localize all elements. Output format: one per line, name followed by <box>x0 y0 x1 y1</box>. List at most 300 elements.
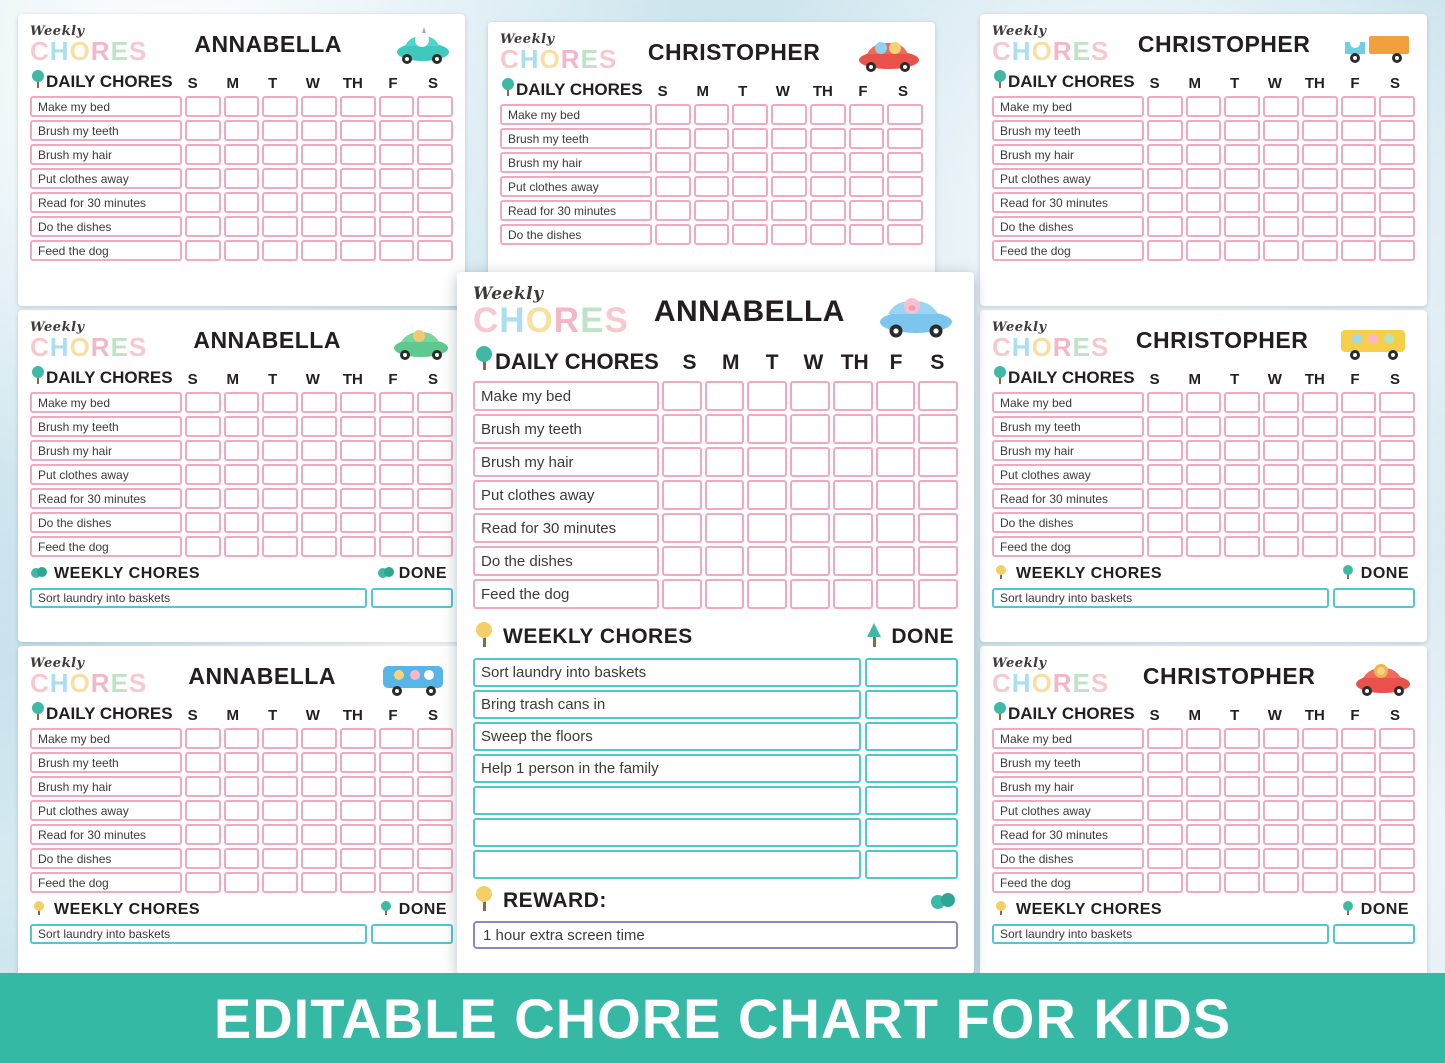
table-row[interactable] <box>30 800 453 821</box>
table-row[interactable] <box>30 752 453 773</box>
check-cell[interactable] <box>1224 464 1260 485</box>
weekly-task-label[interactable]: Bring trash cans in <box>473 690 861 719</box>
check-cell[interactable] <box>1147 120 1183 141</box>
check-cell[interactable] <box>694 104 730 125</box>
check-cell[interactable] <box>262 536 298 557</box>
task-label[interactable]: Do the dishes <box>500 224 652 245</box>
check-cell[interactable] <box>262 240 298 261</box>
check-cell[interactable] <box>262 800 298 821</box>
check-cell[interactable] <box>224 776 260 797</box>
check-cell[interactable] <box>224 440 260 461</box>
task-label[interactable]: Do the dishes <box>473 546 659 576</box>
check-cell[interactable] <box>1379 192 1415 213</box>
check-cell[interactable] <box>185 464 221 485</box>
check-cell[interactable] <box>417 536 453 557</box>
check-cell[interactable] <box>224 752 260 773</box>
check-cell[interactable] <box>262 872 298 893</box>
task-label[interactable]: Read for 30 minutes <box>30 488 182 509</box>
check-cell[interactable] <box>662 513 702 543</box>
task-label[interactable]: Brush my hair <box>30 440 182 461</box>
check-cell[interactable] <box>1224 872 1260 893</box>
table-row[interactable] <box>30 488 453 509</box>
check-cell[interactable] <box>379 464 415 485</box>
table-row[interactable] <box>500 128 923 149</box>
check-cell[interactable] <box>185 776 221 797</box>
check-cell[interactable] <box>301 416 337 437</box>
weekly-done-cell[interactable] <box>371 924 453 944</box>
task-label[interactable]: Put clothes away <box>30 800 182 821</box>
check-cell[interactable] <box>849 128 885 149</box>
check-cell[interactable] <box>705 414 745 444</box>
table-row[interactable] <box>500 200 923 221</box>
check-cell[interactable] <box>1147 800 1183 821</box>
check-cell[interactable] <box>379 752 415 773</box>
check-cell[interactable] <box>705 513 745 543</box>
check-cell[interactable] <box>417 168 453 189</box>
check-cell[interactable] <box>1302 800 1338 821</box>
check-cell[interactable] <box>655 224 691 245</box>
check-cell[interactable] <box>1224 144 1260 165</box>
weekly-task-label[interactable]: Sort laundry into baskets <box>473 658 861 687</box>
task-label[interactable]: Brush my teeth <box>473 414 659 444</box>
check-cell[interactable] <box>1186 800 1222 821</box>
table-row[interactable] <box>30 216 453 237</box>
check-cell[interactable] <box>262 144 298 165</box>
check-cell[interactable] <box>833 546 873 576</box>
check-cell[interactable] <box>1379 168 1415 189</box>
check-cell[interactable] <box>790 381 830 411</box>
check-cell[interactable] <box>887 176 923 197</box>
check-cell[interactable] <box>301 488 337 509</box>
check-cell[interactable] <box>1186 728 1222 749</box>
check-cell[interactable] <box>1263 800 1299 821</box>
check-cell[interactable] <box>262 728 298 749</box>
check-cell[interactable] <box>185 392 221 413</box>
check-cell[interactable] <box>1224 216 1260 237</box>
table-row[interactable] <box>473 447 958 477</box>
check-cell[interactable] <box>185 752 221 773</box>
check-cell[interactable] <box>301 168 337 189</box>
check-cell[interactable] <box>262 776 298 797</box>
check-cell[interactable] <box>185 440 221 461</box>
check-cell[interactable] <box>1263 536 1299 557</box>
check-cell[interactable] <box>1379 440 1415 461</box>
task-label[interactable]: Brush my teeth <box>30 752 182 773</box>
check-cell[interactable] <box>1341 96 1377 117</box>
check-cell[interactable] <box>1341 536 1377 557</box>
check-cell[interactable] <box>417 512 453 533</box>
check-cell[interactable] <box>1302 192 1338 213</box>
check-cell[interactable] <box>379 512 415 533</box>
check-cell[interactable] <box>1379 144 1415 165</box>
check-cell[interactable] <box>379 728 415 749</box>
check-cell[interactable] <box>301 120 337 141</box>
check-cell[interactable] <box>1302 96 1338 117</box>
check-cell[interactable] <box>662 381 702 411</box>
table-row[interactable] <box>30 96 453 117</box>
table-row[interactable] <box>30 512 453 533</box>
check-cell[interactable] <box>340 216 376 237</box>
check-cell[interactable] <box>918 381 958 411</box>
check-cell[interactable] <box>1263 872 1299 893</box>
check-cell[interactable] <box>918 447 958 477</box>
table-row[interactable] <box>992 240 1415 261</box>
check-cell[interactable] <box>849 152 885 173</box>
check-cell[interactable] <box>849 176 885 197</box>
weekly-task-label[interactable]: Sort laundry into baskets <box>30 588 367 608</box>
table-row[interactable] <box>992 776 1415 797</box>
weekly-row[interactable] <box>473 786 958 815</box>
table-row[interactable] <box>30 464 453 485</box>
check-cell[interactable] <box>810 128 846 149</box>
table-row[interactable] <box>992 488 1415 509</box>
task-label[interactable]: Read for 30 minutes <box>992 824 1144 845</box>
weekly-row[interactable] <box>30 924 453 944</box>
check-cell[interactable] <box>1379 536 1415 557</box>
table-row[interactable] <box>992 392 1415 413</box>
chore-chart-card-3[interactable] <box>980 14 1427 306</box>
check-cell[interactable] <box>262 96 298 117</box>
check-cell[interactable] <box>340 752 376 773</box>
table-row[interactable] <box>992 464 1415 485</box>
check-cell[interactable] <box>1186 168 1222 189</box>
check-cell[interactable] <box>694 200 730 221</box>
check-cell[interactable] <box>340 392 376 413</box>
check-cell[interactable] <box>1341 848 1377 869</box>
check-cell[interactable] <box>810 152 846 173</box>
check-cell[interactable] <box>1147 536 1183 557</box>
check-cell[interactable] <box>876 480 916 510</box>
check-cell[interactable] <box>1186 96 1222 117</box>
check-cell[interactable] <box>887 152 923 173</box>
check-cell[interactable] <box>655 128 691 149</box>
weekly-task-label[interactable]: Sweep the floors <box>473 722 861 751</box>
check-cell[interactable] <box>1224 416 1260 437</box>
check-cell[interactable] <box>379 824 415 845</box>
check-cell[interactable] <box>747 513 787 543</box>
check-cell[interactable] <box>185 800 221 821</box>
check-cell[interactable] <box>262 440 298 461</box>
check-cell[interactable] <box>1186 488 1222 509</box>
check-cell[interactable] <box>1263 776 1299 797</box>
check-cell[interactable] <box>1379 512 1415 533</box>
table-row[interactable] <box>992 416 1415 437</box>
check-cell[interactable] <box>417 488 453 509</box>
check-cell[interactable] <box>1224 752 1260 773</box>
check-cell[interactable] <box>224 120 260 141</box>
check-cell[interactable] <box>417 752 453 773</box>
check-cell[interactable] <box>185 168 221 189</box>
chore-chart-card-5[interactable] <box>980 310 1427 642</box>
table-row[interactable] <box>992 872 1415 893</box>
table-row[interactable] <box>30 824 453 845</box>
check-cell[interactable] <box>417 848 453 869</box>
check-cell[interactable] <box>1147 824 1183 845</box>
check-cell[interactable] <box>1341 752 1377 773</box>
check-cell[interactable] <box>1224 728 1260 749</box>
check-cell[interactable] <box>1147 96 1183 117</box>
check-cell[interactable] <box>224 192 260 213</box>
check-cell[interactable] <box>655 152 691 173</box>
check-cell[interactable] <box>1147 872 1183 893</box>
check-cell[interactable] <box>185 488 221 509</box>
task-label[interactable]: Brush my teeth <box>30 120 182 141</box>
task-label[interactable]: Read for 30 minutes <box>992 192 1144 213</box>
check-cell[interactable] <box>1379 488 1415 509</box>
check-cell[interactable] <box>1379 872 1415 893</box>
check-cell[interactable] <box>918 480 958 510</box>
table-row[interactable] <box>992 120 1415 141</box>
check-cell[interactable] <box>1341 776 1377 797</box>
task-label[interactable]: Make my bed <box>30 728 182 749</box>
check-cell[interactable] <box>1302 144 1338 165</box>
check-cell[interactable] <box>833 414 873 444</box>
check-cell[interactable] <box>1186 240 1222 261</box>
task-label[interactable]: Brush my hair <box>992 776 1144 797</box>
check-cell[interactable] <box>1147 512 1183 533</box>
table-row[interactable] <box>30 872 453 893</box>
check-cell[interactable] <box>1379 824 1415 845</box>
check-cell[interactable] <box>417 120 453 141</box>
table-row[interactable] <box>30 728 453 749</box>
check-cell[interactable] <box>876 546 916 576</box>
check-cell[interactable] <box>379 392 415 413</box>
check-cell[interactable] <box>262 120 298 141</box>
table-row[interactable] <box>992 512 1415 533</box>
weekly-done-cell[interactable] <box>865 850 958 879</box>
check-cell[interactable] <box>1302 392 1338 413</box>
check-cell[interactable] <box>1341 392 1377 413</box>
check-cell[interactable] <box>1263 240 1299 261</box>
check-cell[interactable] <box>1263 216 1299 237</box>
task-label[interactable]: Brush my hair <box>992 440 1144 461</box>
check-cell[interactable] <box>833 447 873 477</box>
check-cell[interactable] <box>918 414 958 444</box>
check-cell[interactable] <box>662 447 702 477</box>
check-cell[interactable] <box>224 392 260 413</box>
check-cell[interactable] <box>810 200 846 221</box>
check-cell[interactable] <box>732 104 768 125</box>
check-cell[interactable] <box>224 512 260 533</box>
check-cell[interactable] <box>694 224 730 245</box>
check-cell[interactable] <box>1263 824 1299 845</box>
table-row[interactable] <box>30 776 453 797</box>
table-row[interactable] <box>992 536 1415 557</box>
check-cell[interactable] <box>876 513 916 543</box>
check-cell[interactable] <box>185 96 221 117</box>
check-cell[interactable] <box>1224 800 1260 821</box>
check-cell[interactable] <box>732 200 768 221</box>
check-cell[interactable] <box>262 192 298 213</box>
check-cell[interactable] <box>340 416 376 437</box>
check-cell[interactable] <box>1302 240 1338 261</box>
check-cell[interactable] <box>1147 168 1183 189</box>
task-label[interactable]: Brush my hair <box>473 447 659 477</box>
check-cell[interactable] <box>747 546 787 576</box>
check-cell[interactable] <box>379 536 415 557</box>
weekly-done-cell[interactable] <box>865 722 958 751</box>
check-cell[interactable] <box>1147 240 1183 261</box>
check-cell[interactable] <box>1147 488 1183 509</box>
check-cell[interactable] <box>833 480 873 510</box>
chore-chart-card-6[interactable] <box>18 646 465 976</box>
check-cell[interactable] <box>301 536 337 557</box>
weekly-task-label[interactable] <box>473 850 861 879</box>
check-cell[interactable] <box>1341 240 1377 261</box>
weekly-done-cell[interactable] <box>1333 588 1415 608</box>
check-cell[interactable] <box>417 464 453 485</box>
task-label[interactable]: Read for 30 minutes <box>30 824 182 845</box>
check-cell[interactable] <box>224 848 260 869</box>
check-cell[interactable] <box>1224 120 1260 141</box>
task-label[interactable]: Brush my hair <box>30 776 182 797</box>
weekly-row[interactable] <box>30 588 453 608</box>
table-row[interactable] <box>992 168 1415 189</box>
check-cell[interactable] <box>1379 728 1415 749</box>
table-row[interactable] <box>500 104 923 125</box>
table-row[interactable] <box>30 144 453 165</box>
table-row[interactable] <box>500 224 923 245</box>
check-cell[interactable] <box>301 144 337 165</box>
check-cell[interactable] <box>1224 536 1260 557</box>
check-cell[interactable] <box>771 176 807 197</box>
check-cell[interactable] <box>1379 240 1415 261</box>
check-cell[interactable] <box>1341 416 1377 437</box>
check-cell[interactable] <box>340 464 376 485</box>
check-cell[interactable] <box>301 824 337 845</box>
check-cell[interactable] <box>301 752 337 773</box>
check-cell[interactable] <box>705 480 745 510</box>
check-cell[interactable] <box>262 512 298 533</box>
check-cell[interactable] <box>887 104 923 125</box>
check-cell[interactable] <box>417 240 453 261</box>
weekly-row[interactable] <box>473 818 958 847</box>
chore-chart-card-7[interactable] <box>980 646 1427 976</box>
check-cell[interactable] <box>833 381 873 411</box>
check-cell[interactable] <box>185 824 221 845</box>
table-row[interactable] <box>473 546 958 576</box>
check-cell[interactable] <box>918 579 958 609</box>
task-label[interactable]: Put clothes away <box>992 168 1144 189</box>
weekly-done-cell[interactable] <box>865 754 958 783</box>
check-cell[interactable] <box>340 824 376 845</box>
check-cell[interactable] <box>417 216 453 237</box>
check-cell[interactable] <box>1341 488 1377 509</box>
table-row[interactable] <box>992 824 1415 845</box>
check-cell[interactable] <box>340 144 376 165</box>
check-cell[interactable] <box>417 440 453 461</box>
check-cell[interactable] <box>833 579 873 609</box>
check-cell[interactable] <box>262 824 298 845</box>
check-cell[interactable] <box>340 488 376 509</box>
check-cell[interactable] <box>1224 848 1260 869</box>
chore-chart-card-4[interactable] <box>18 310 465 642</box>
table-row[interactable] <box>992 216 1415 237</box>
check-cell[interactable] <box>705 447 745 477</box>
task-label[interactable]: Brush my hair <box>500 152 652 173</box>
reward-value[interactable]: 1 hour extra screen time <box>483 926 645 944</box>
check-cell[interactable] <box>1341 512 1377 533</box>
check-cell[interactable] <box>1224 240 1260 261</box>
check-cell[interactable] <box>849 200 885 221</box>
table-row[interactable] <box>992 192 1415 213</box>
check-cell[interactable] <box>1186 144 1222 165</box>
table-row[interactable] <box>992 752 1415 773</box>
check-cell[interactable] <box>417 96 453 117</box>
check-cell[interactable] <box>1263 752 1299 773</box>
table-row[interactable] <box>30 536 453 557</box>
task-label[interactable]: Read for 30 minutes <box>30 192 182 213</box>
check-cell[interactable] <box>1302 848 1338 869</box>
check-cell[interactable] <box>379 800 415 821</box>
task-label[interactable]: Do the dishes <box>992 216 1144 237</box>
check-cell[interactable] <box>1186 120 1222 141</box>
check-cell[interactable] <box>662 546 702 576</box>
task-label[interactable]: Brush my teeth <box>992 752 1144 773</box>
check-cell[interactable] <box>1224 440 1260 461</box>
check-cell[interactable] <box>662 480 702 510</box>
weekly-done-cell[interactable] <box>865 690 958 719</box>
check-cell[interactable] <box>810 224 846 245</box>
check-cell[interactable] <box>887 128 923 149</box>
check-cell[interactable] <box>340 536 376 557</box>
task-label[interactable]: Brush my hair <box>30 144 182 165</box>
check-cell[interactable] <box>224 872 260 893</box>
weekly-done-cell[interactable] <box>865 786 958 815</box>
check-cell[interactable] <box>417 824 453 845</box>
check-cell[interactable] <box>1379 848 1415 869</box>
check-cell[interactable] <box>224 144 260 165</box>
check-cell[interactable] <box>185 728 221 749</box>
check-cell[interactable] <box>694 152 730 173</box>
check-cell[interactable] <box>876 447 916 477</box>
check-cell[interactable] <box>262 464 298 485</box>
table-row[interactable] <box>30 440 453 461</box>
task-label[interactable]: Read for 30 minutes <box>992 488 1144 509</box>
check-cell[interactable] <box>340 440 376 461</box>
check-cell[interactable] <box>1302 416 1338 437</box>
weekly-task-label[interactable]: Sort laundry into baskets <box>992 588 1329 608</box>
table-row[interactable] <box>992 144 1415 165</box>
task-label[interactable]: Put clothes away <box>30 168 182 189</box>
check-cell[interactable] <box>790 414 830 444</box>
weekly-row[interactable] <box>473 658 958 687</box>
task-label[interactable]: Make my bed <box>473 381 659 411</box>
check-cell[interactable] <box>379 848 415 869</box>
check-cell[interactable] <box>417 192 453 213</box>
check-cell[interactable] <box>1302 464 1338 485</box>
weekly-done-cell[interactable] <box>865 818 958 847</box>
task-label[interactable]: Do the dishes <box>992 512 1144 533</box>
task-label[interactable]: Do the dishes <box>30 512 182 533</box>
check-cell[interactable] <box>1186 872 1222 893</box>
table-row[interactable] <box>473 381 958 411</box>
check-cell[interactable] <box>694 128 730 149</box>
check-cell[interactable] <box>379 144 415 165</box>
check-cell[interactable] <box>1263 392 1299 413</box>
check-cell[interactable] <box>662 414 702 444</box>
check-cell[interactable] <box>732 152 768 173</box>
weekly-row[interactable] <box>473 754 958 783</box>
check-cell[interactable] <box>185 512 221 533</box>
table-row[interactable] <box>30 848 453 869</box>
weekly-done-cell[interactable] <box>1333 924 1415 944</box>
check-cell[interactable] <box>810 176 846 197</box>
check-cell[interactable] <box>185 192 221 213</box>
check-cell[interactable] <box>747 447 787 477</box>
check-cell[interactable] <box>379 120 415 141</box>
check-cell[interactable] <box>379 96 415 117</box>
